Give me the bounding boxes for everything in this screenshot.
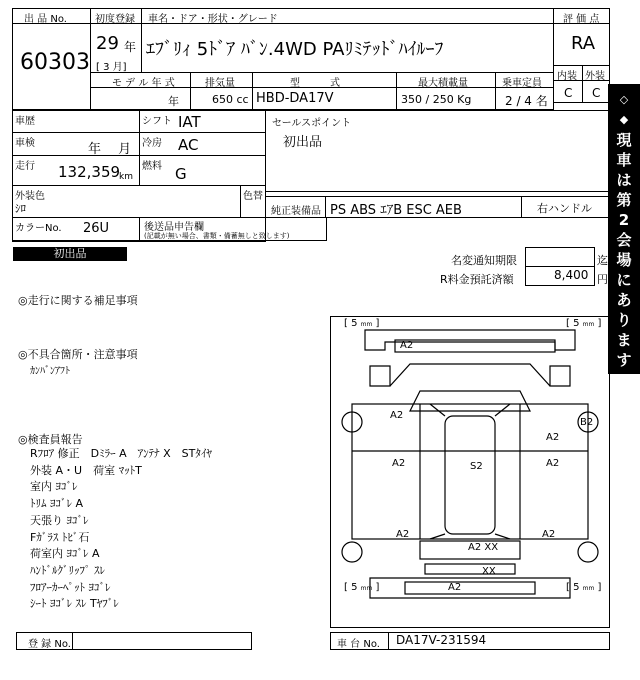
displacement-label: 排気量 [205,78,235,89]
sidebar-char: 場 [616,251,632,269]
tire-mark-fr: [ 5 mm ] [566,318,602,329]
damage-mark: A2 [546,432,560,443]
model-year-unit: 年 [168,95,179,108]
capacity: 2 / 4 名 [505,94,548,108]
inspection-value: 年 月 [88,142,132,157]
sidebar-char: ◇ [619,93,629,106]
sidebar-char: ◆ [619,373,629,386]
inspection-label: 車検 [15,138,35,149]
inspector-line: 外装 A・U 荷室 ﾏｯﾄT [30,463,142,477]
model-year-label: モ デ ル 年 式 [112,78,175,89]
color-label: 外装色 [15,191,45,202]
chassis-no: DA17V-231594 [396,633,487,647]
history-label: 車歴 [15,116,35,127]
fuel: G [175,165,187,183]
damage-mark: A2 [392,458,406,469]
damage-mark: A2 XX [468,542,499,553]
mileage-label: 走行 [15,161,35,172]
color-no: 26U [83,221,110,236]
recycle-label: R料金預託済額 [440,273,514,286]
deadline-unit: 迄 [597,254,608,267]
max-load: 350 / 250 Kg [401,93,472,106]
damage-mark: A2 [396,529,410,540]
inspector-title: ◎検査員報告 [18,433,83,446]
damage-mark: A2 [542,529,556,540]
sidebar-char: あ [616,291,632,309]
mileage: 132,359 [58,163,121,181]
color-no-label: カラーNo. [15,223,62,234]
ac: AC [178,136,199,154]
color: ｼﾛ [15,202,26,215]
sidebar-char: り [616,311,632,329]
sidebar-char: ま [616,331,632,349]
inspector-line: 荷室内 ﾖｺﾞﾚ A [30,547,100,561]
mileage-unit: km [119,172,133,182]
max-load-label: 最大積載量 [418,78,468,89]
sales-point-label: セールスポイント [272,118,352,129]
later-items-note: (記載が無い場合、書類・備蓄無しと致します) [144,232,290,240]
first-listing-badge: 初出品 [13,247,127,261]
inspector-line: ﾊﾝﾄﾞﾙｸﾞﾘｯﾌﾟ ｽﾚ [30,563,105,577]
inspector-line: ｼｰﾄ ﾖｺﾞﾚ ｽﾚ Tﾔﾌﾞﾚ [30,597,119,611]
exterior-label: 外装 [585,71,605,82]
location-notice-sidebar [608,84,640,406]
interior-grade: C [564,86,573,100]
exterior-grade: C [592,86,601,100]
first-registration-year: 29 [96,33,119,54]
deadline-value-box [525,247,595,267]
sidebar-char: す [616,351,632,369]
sidebar-char: 第 [616,191,632,209]
defects-title: ◎不具合箇所・注意事項 [18,348,138,361]
lot-number-label: 出 品 No. [24,14,67,25]
equipment-label: 純正装備品 [271,206,321,217]
tire-mark-rl: [ 5 mm ] [344,582,380,593]
damage-mark: A2 [400,340,414,351]
later-items-label: 後送品申告欄 [144,222,204,233]
ac-label: 冷房 [142,138,162,149]
sidebar-char: 会 [616,231,632,249]
inspector-line: 天張り ﾖｺﾞﾚ [30,513,89,527]
steering-side: 右ハンドル [537,202,592,215]
defects-text: ｶﾝﾊﾞﾝｱﾌﾄ [30,366,70,377]
sidebar-char: ◆ [619,113,629,126]
damage-mark: S2 [470,461,483,472]
equipment: PS ABS ｴｱB ESC AEB [330,203,462,218]
sidebar-char: 車 [616,151,632,169]
registration-no-label: 登 録 No. [28,639,71,650]
year-unit: 年 [124,40,137,54]
grade: RA [571,33,596,54]
sales-point: 初出品 [283,135,323,150]
tire-mark-fl: [ 5 mm ] [344,318,380,329]
sidebar-char: 現 [616,131,632,149]
grade-label: 評 価 点 [563,14,600,25]
recycle-value: 8,400 [554,268,589,282]
inspector-line: Fｶﾞﾗｽ ﾄﾋﾞ石 [30,530,90,544]
model-type: HBD-DA17V [256,91,334,106]
inspector-line: Rﾌﾛｱ 修正 Dﾐﾗｰ A ｱﾝﾃﾅ X STﾀｲﾔ [30,447,212,460]
inspector-lines [30,446,212,613]
damage-mark: B2 [580,417,594,428]
car-name-label: 車名・ドア・形状・グレード [148,14,278,25]
recycle-unit: 円 [597,273,608,286]
inspector-line: 室内 ﾖｺﾞﾚ [30,480,78,494]
inspector-line: ﾌﾛｱｰｶｰﾍﾟｯﾄ ﾖｺﾞﾚ [30,580,111,594]
capacity-label: 乗車定員 [502,78,542,89]
interior-label: 内装 [557,71,577,82]
sidebar-char: 2 [618,211,630,229]
damage-mark: A2 [390,410,404,421]
damage-mark: A2 [448,582,462,593]
tire-mark-rr: [ 5 mm ] [566,582,602,593]
sidebar-char: ◇ [619,393,629,406]
type-label: 型 式 [290,78,340,89]
supplement-title: ◎走行に関する補足事項 [18,294,138,307]
displacement: 650 cc [212,93,249,106]
color-change-label: 色替 [243,191,263,202]
inspector-line: ﾄﾘﾑ ﾖｺﾞﾚ A [30,497,84,511]
damage-mark: A2 [546,458,560,469]
deadline-label: 名変通知期限 [451,254,517,267]
lot-number: 60303 [20,50,90,75]
first-registration-month: [ 3 月] [96,62,127,73]
sidebar-char: に [616,271,632,289]
first-registration-label: 初度登録 [95,14,135,25]
sidebar-char: は [616,171,632,189]
chassis-no-label: 車 台 No. [337,639,380,650]
damage-mark: XX [482,566,496,577]
shift-label: シフト [142,116,172,127]
shift: IAT [178,113,201,131]
car-name: ｴﾌﾞﾘｨ 5ﾄﾞｱ ﾊﾞﾝ.4WD PAﾘﾐﾃｯﾄﾞﾊｲﾙｰﾌ [146,39,444,60]
fuel-label: 燃料 [142,161,162,172]
